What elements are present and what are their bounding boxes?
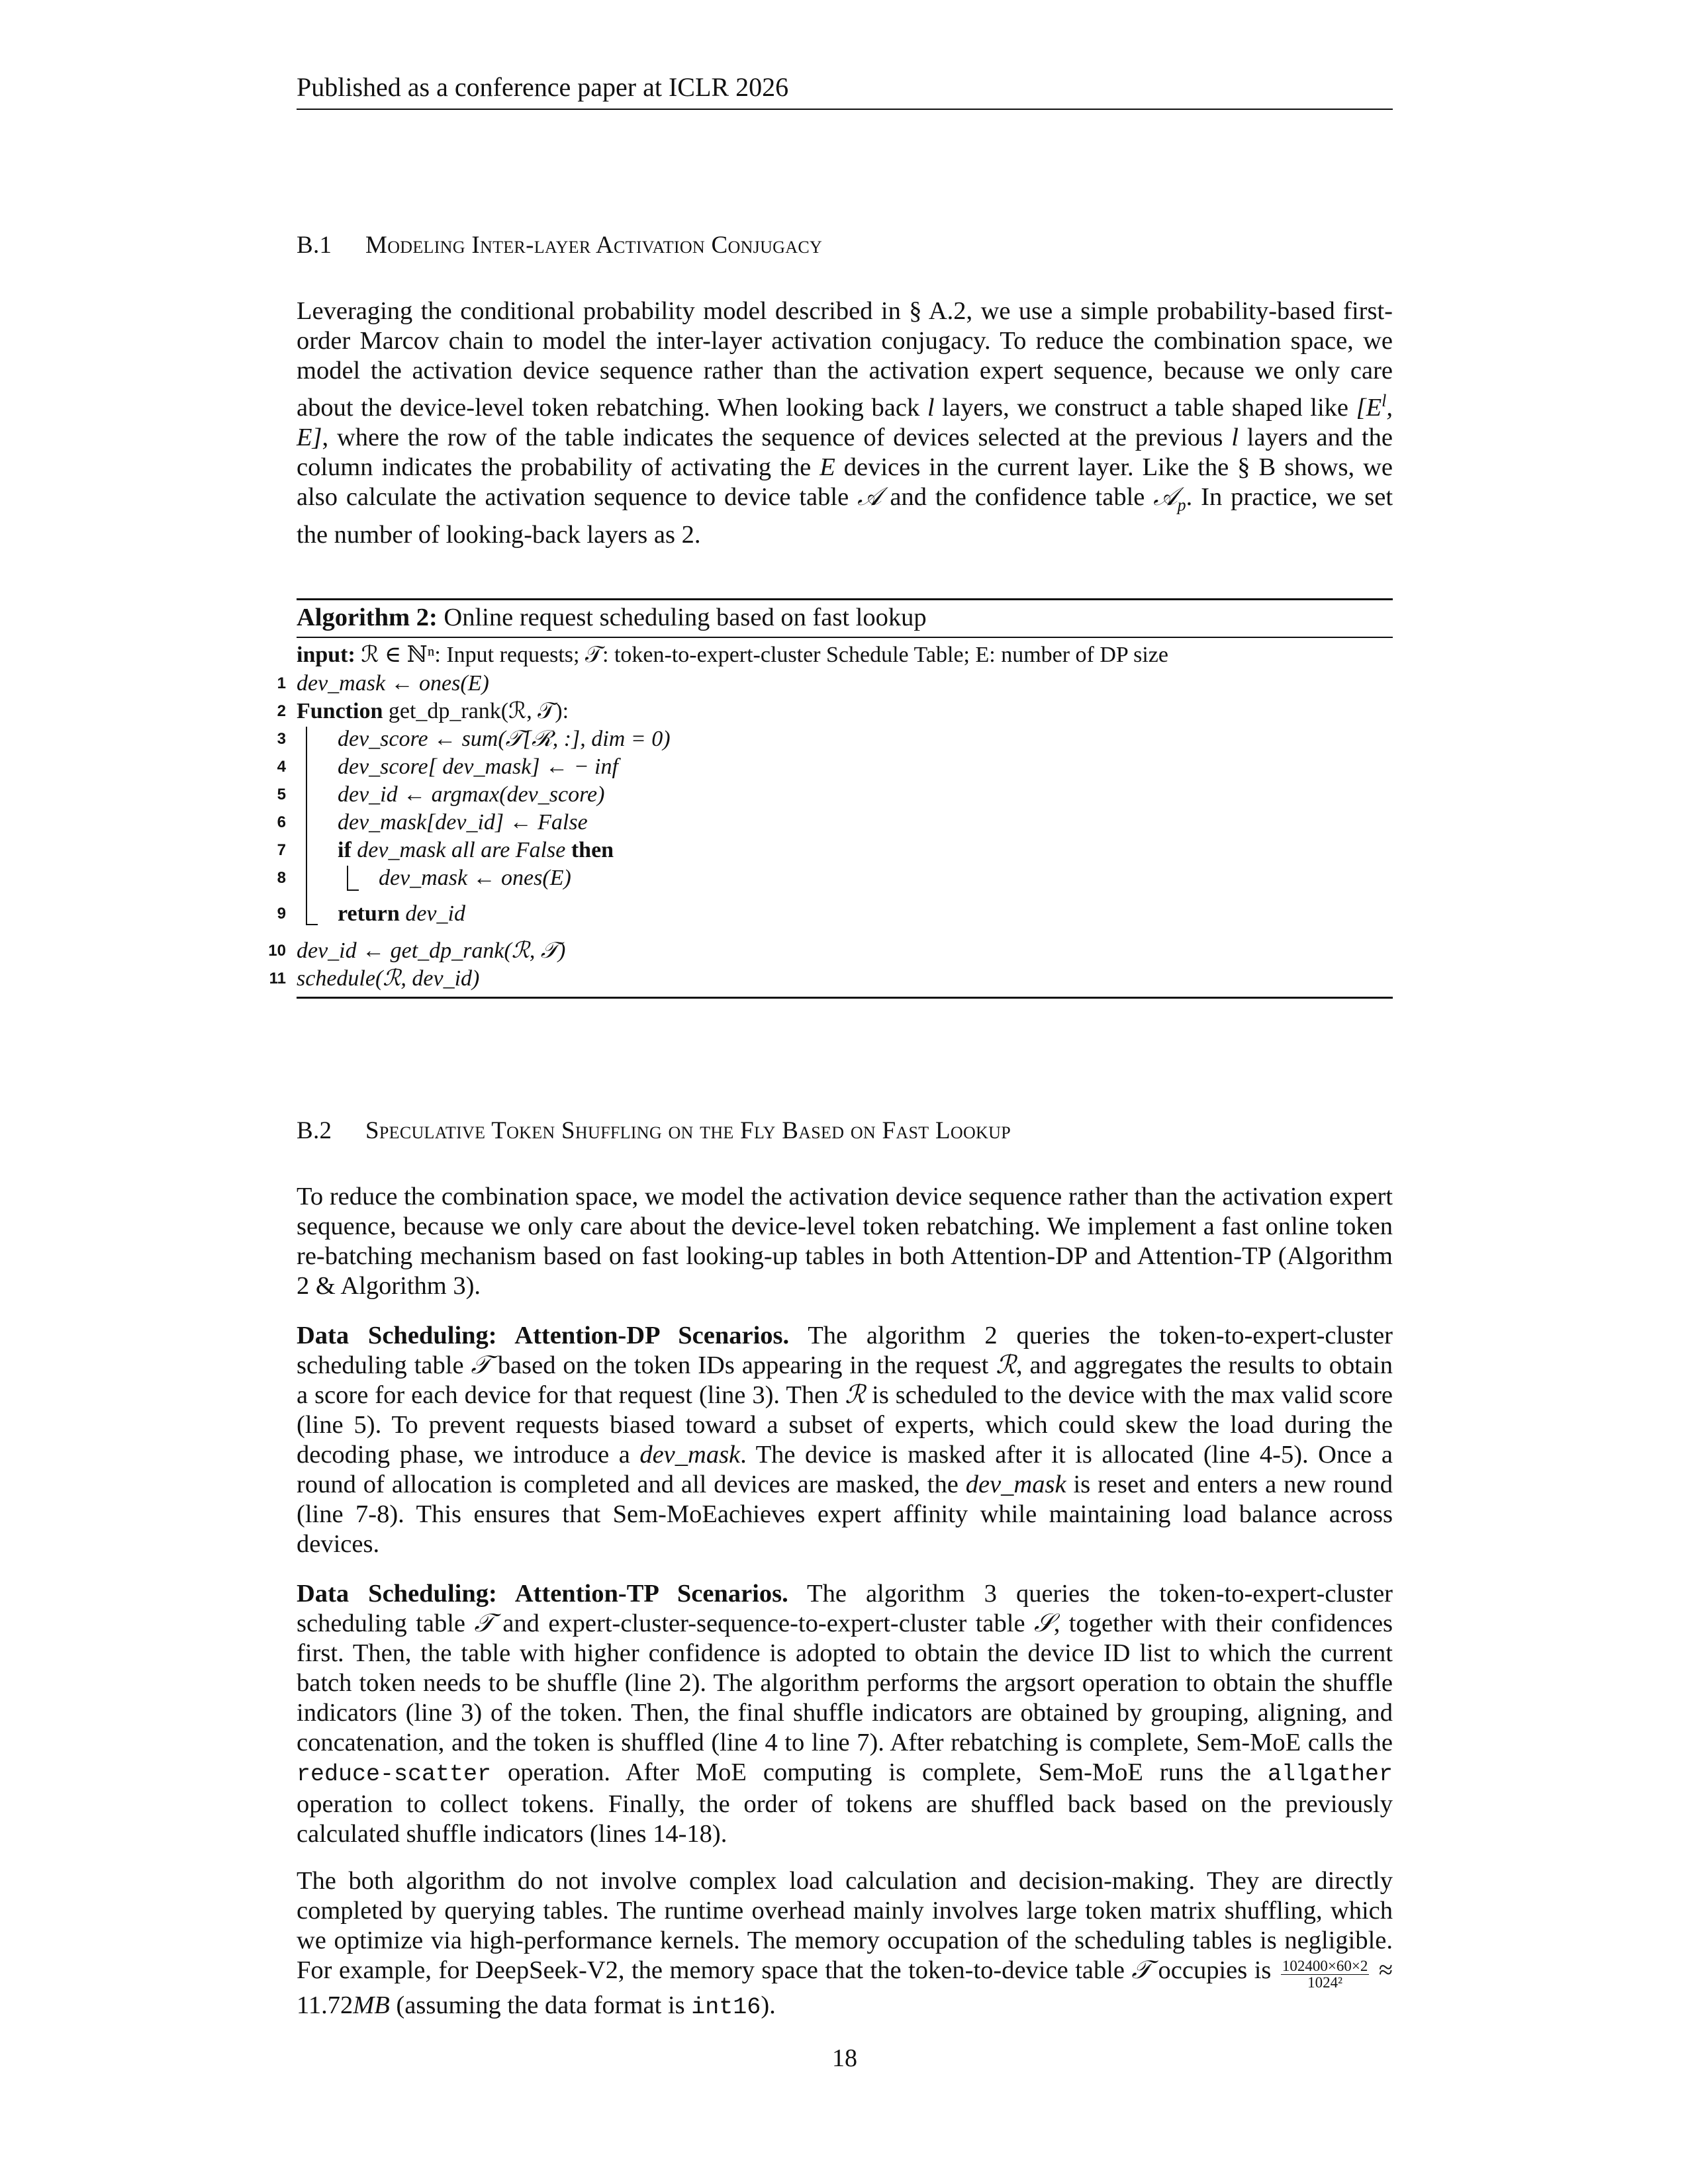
line-code [338, 900, 465, 928]
memory-fraction [1281, 1958, 1369, 1991]
fraction-numerator: 102400×60×2 [1282, 1958, 1368, 1974]
algorithm-bottom-rule [297, 997, 1393, 999]
line-number: 2 [277, 702, 286, 720]
math-T: 𝒯 [471, 1351, 491, 1379]
code-reduce-scatter: reduce-scatter [297, 1761, 492, 1788]
section-number: B.1 [297, 232, 332, 259]
code-text: dev_mask all are False [351, 838, 571, 862]
keyword: return [338, 901, 400, 926]
algorithm-top-rule [297, 598, 1393, 600]
text-run: The both algorithm do not involve complex load calculation and decision-making. They are directly completed by querying tables. The runtime overhead mainly involves large token matrix shuffling, which we optimize via high-performance kernels. The memory occupation of the scheduling tables is negligible. For example, for DeepSeek-V2, the memory space that the token-to-device table [297, 1867, 1393, 1984]
paragraph-heading: Data Scheduling: Attention-TP Scenarios. [297, 1580, 788, 1608]
line-number: 3 [277, 730, 286, 748]
if-block-tick [347, 889, 359, 891]
math-dev-mask: dev_mask [965, 1471, 1066, 1498]
keyword: if [338, 838, 352, 862]
algorithm-label: Algorithm 2: [297, 604, 438, 631]
page-number: 18 [832, 2044, 857, 2072]
text-run: layers and the column indicates the probability of activating the [297, 423, 1393, 481]
math-shape: [E [1356, 393, 1382, 422]
text-run: based on the token IDs appearing in the request [490, 1351, 996, 1379]
math-approx: ≈ 11.72 [297, 1956, 1393, 2019]
paragraph-b1 [297, 296, 1393, 550]
line-number: 10 [268, 942, 286, 960]
text-run: , together with their confidences first. Then, the table with higher confidence is adopted to obtain the device ID list to which the current batch token needs to be shuffle (line 2). The algorithm performs the argsort operation to obtain the shuffle indicators (line 3) of the token. Then, the final shuffle indicators are obtained by grouping, aligning, and concatenation, and the token is shuffled (line 4 to line 7). After rebatching is complete, Sem-MoE calls the [297, 1610, 1393, 1756]
math-l: l [927, 393, 935, 422]
line-code: schedule(ℛ, dev_id) [297, 966, 480, 991]
algorithm-block [268, 598, 1393, 999]
algorithm-input [297, 641, 1168, 670]
input-label: input: [297, 643, 355, 667]
algorithm-caption [297, 602, 927, 633]
line-code: dev_id ← get_dp_rank(ℛ, 𝒯) [297, 938, 566, 963]
paper-page [268, 0, 1393, 2184]
math-T: 𝒯 [1131, 1956, 1152, 1984]
paragraph-attention-tp [297, 1579, 1393, 1849]
math-S: 𝒮 [1033, 1610, 1054, 1637]
math-l: l [1231, 423, 1239, 451]
text-run: Leveraging the conditional probability model described in § A.2, we use a simple probability-based first-order Marcov chain to model the inter-layer activation conjugacy. To reduce the combination space, we model the activation device sequence rather than the activation expert sequence, because we only care about the device-level token rebatching. When looking back [297, 297, 1393, 422]
line-number: 11 [269, 970, 286, 987]
math-R: ℛ [996, 1351, 1017, 1379]
text-run: is reset and enters a new round (line 7-8). This ensures that Sem-MoEachieves expert affinity while maintaining load balance across devices. [297, 1471, 1393, 1558]
code-allgather: allgather [1267, 1761, 1393, 1788]
text-run: , and aggregates the results to obtain a score for each device for that request (line 3). Then [297, 1351, 1393, 1409]
algorithm-title: Online request scheduling based on fast lookup [437, 604, 927, 631]
line-number: 9 [277, 905, 286, 923]
text-run: operation. After MoE computing is complete, Sem-MoE runs the [491, 1758, 1268, 1786]
line-code: dev_score ← sum(𝒯[ℛ, :], dim = 0) [338, 727, 671, 751]
math-E: E [820, 453, 835, 481]
line-number: 4 [277, 758, 286, 776]
text-run: The algorithm 2 queries the token-to-expert-cluster scheduling table [297, 1322, 1393, 1379]
text-run: (assuming the data format is [389, 1991, 692, 2019]
running-header: Published as a conference paper at ICLR 2026 [297, 71, 1393, 110]
function-block-bar [306, 727, 307, 924]
line-number: 5 [277, 786, 286, 803]
math-Ap: 𝒜 [1153, 482, 1178, 511]
math-dev-mask: dev_mask [639, 1441, 741, 1469]
if-block-bar [347, 866, 348, 889]
text-run: . The device is masked after it is allocated (line 4-5). Once a round of allocation is completed and all devices are masked, the [297, 1441, 1393, 1498]
line-number: 8 [277, 869, 286, 887]
section-title-b2 [297, 1116, 1011, 1146]
text-run: and the confidence table [881, 482, 1154, 511]
section-heading: Modeling Inter-layer Activation Conjugacy [365, 232, 823, 259]
code-text: get_dp_rank(ℛ, 𝒯): [383, 699, 569, 723]
code-int16: int16 [691, 1994, 761, 2021]
line-code: dev_mask[dev_id] ← False [338, 810, 588, 835]
section-title-b1 [297, 230, 822, 261]
text-run: . In practice, we set the number of looking-back layers as 2. [297, 482, 1393, 549]
text-run: , where the row of the table indicates the sequence of devices selected at the previous [322, 423, 1232, 451]
text-run: occupies is [1151, 1956, 1278, 1984]
text-run: is scheduled to the device with the max valid score (line 5). To prevent requests biased toward a subset of experts, which could skew the load during the decoding phase, we introduce a [297, 1381, 1393, 1469]
fraction-denominator: 1024² [1307, 1974, 1343, 1991]
text-run: and expert-cluster-sequence-to-expert-cluster table [493, 1610, 1034, 1637]
line-code: dev_mask ← ones(E) [297, 671, 489, 696]
math-shape: , E] [297, 393, 1393, 451]
paragraph-heading: Data Scheduling: Attention-DP Scenarios. [297, 1322, 790, 1349]
keyword: Function [297, 699, 383, 723]
algorithm-caption-rule [297, 637, 1393, 638]
math-A: 𝒜 [857, 482, 882, 511]
paragraph-attention-dp [297, 1321, 1393, 1559]
code-text: dev_id [399, 901, 465, 926]
line-number: 7 [277, 841, 286, 859]
math-sup: l [1382, 391, 1387, 410]
text-run: layers, we construct a table shaped like [934, 393, 1356, 422]
paragraph-b2-intro: To reduce the combination space, we model the activation device sequence rather than the activation expert sequence, because we only care about the device-level token rebatching. We implement a fast online token re-batching mechanism based on fast looking-up tables in both Attention-DP and Attention-TP (Algorithm 2 & Algorithm 3). [297, 1183, 1393, 1300]
math-unit: MB [353, 1991, 390, 2019]
math-T: 𝒯 [474, 1610, 494, 1637]
section-number: B.2 [297, 1117, 332, 1144]
line-code: dev_id ← argmax(dev_score) [338, 782, 605, 807]
line-code: dev_mask ← ones(E) [379, 866, 571, 890]
function-block-tick [306, 924, 318, 925]
input-text: ℛ ∈ ℕⁿ: Input requests; 𝒯: token-to-expert-cluster Schedule Table; E: number of DP size [355, 643, 1168, 667]
keyword: then [571, 838, 614, 862]
text-run: The algorithm 3 queries the token-to-expert-cluster scheduling table [297, 1580, 1393, 1637]
math-R: ℛ [845, 1381, 866, 1409]
section-heading: Speculative Token Shuffling on the Fly Based on Fast Lookup [365, 1117, 1011, 1144]
line-code [297, 698, 569, 725]
text-run: devices in the current layer. Like the § B shows, we also calculate the activation sequence to device table [297, 453, 1393, 511]
text-run: operation to collect tokens. Finally, the order of tokens are shuffled back based on the previously calculated shuffle indicators (lines 14-18). [297, 1790, 1393, 1848]
line-number: 1 [277, 674, 286, 692]
math-sub: p [1177, 495, 1186, 515]
line-code: dev_score[ dev_mask] ← − inf [338, 754, 618, 779]
paragraph-overhead [297, 1866, 1393, 2023]
line-number: 6 [277, 813, 286, 831]
text-run: ). [761, 1991, 776, 2019]
line-code [338, 837, 614, 864]
